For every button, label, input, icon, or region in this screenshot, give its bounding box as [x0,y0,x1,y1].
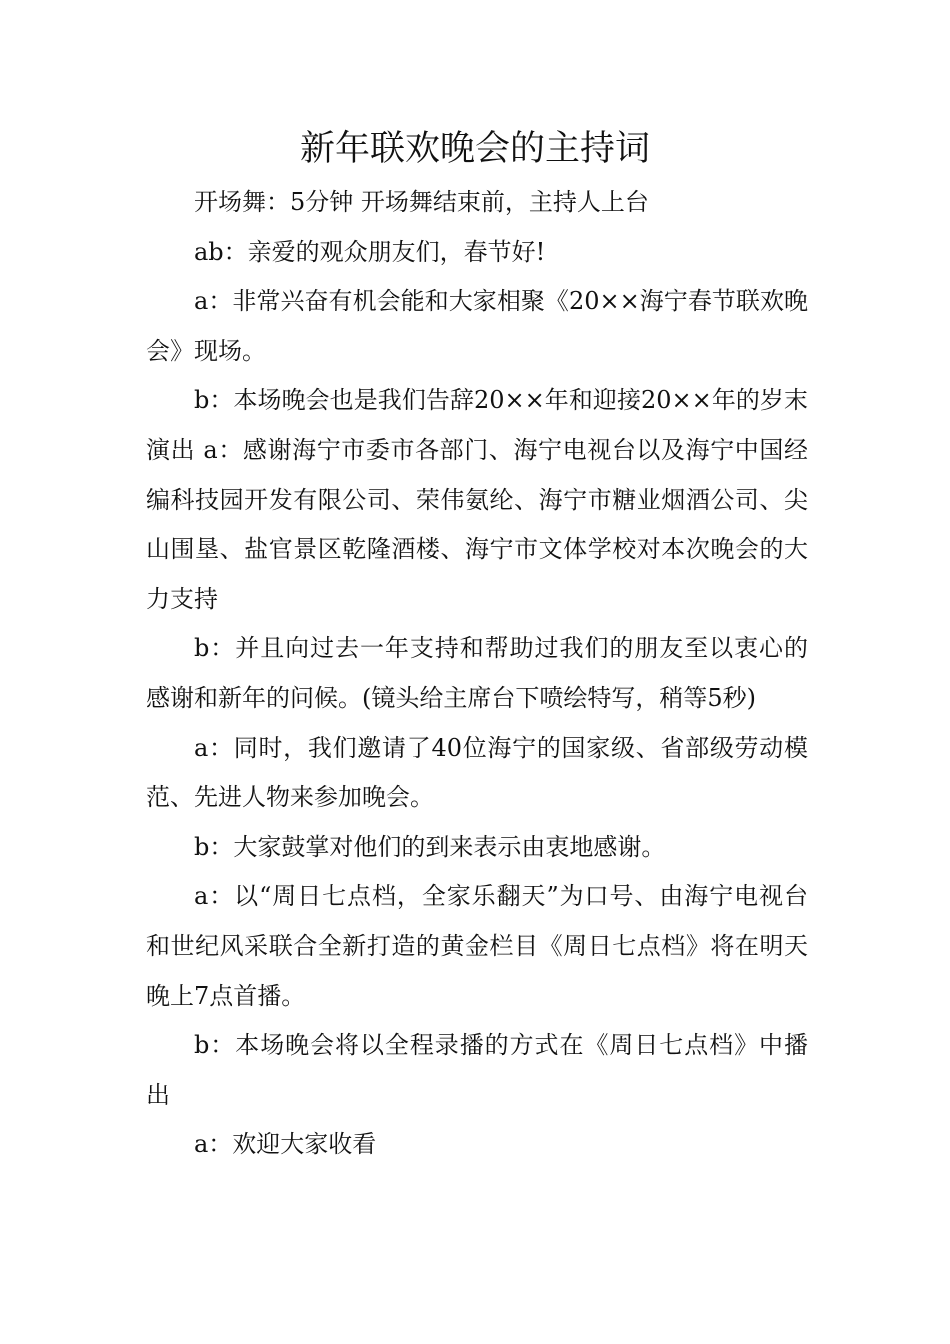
document-title: 新年联欢晚会的主持词 [299,129,650,169]
paragraph: a：以“周日七点档，全家乐翻天”为口号、由海宁电视台和世纪风采联合全新打造的黄金栏目《周日七点档》将在明天晚上7点首播。 [146,882,808,1010]
paragraph: b：大家鼓掌对他们的到来表示由衷地感谢。 [194,832,666,861]
paragraph: b：本场晚会将以全程录播的方式在《周日七点档》中播出 [146,1031,808,1109]
document-body [146,178,808,1170]
paragraph: a：欢迎大家收看 [194,1130,377,1159]
paragraph: b：并且向过去一年支持和帮助过我们的朋友至以衷心的感谢和新年的问候。(镜头给主席台下喷绘特写，稍等5秒) [146,634,808,712]
paragraph: b：本场晚会也是我们告辞20××年和迎接20××年的岁末演出 a：感谢海宁市委市各部门、海宁电视台以及海宁中国经编科技园开发有限公司、荣伟氨纶、海宁市糖业烟酒公司、尖山围垦、盐官景区乾隆酒楼、海宁市文体学校对本次晚会的大力支持 [146,386,808,613]
paragraph: 开场舞：5分钟 开场舞结束前，主持人上台 [194,188,649,216]
paragraph: ab：亲爱的观众朋友们，春节好! [194,237,546,266]
paragraph: a：同时，我们邀请了40位海宁的国家级、省部级劳动模范、先进人物来参加晚会。 [146,733,808,812]
paragraph: a：非常兴奋有机会能和大家相聚《20××海宁春节联欢晚会》现场。 [146,287,808,365]
